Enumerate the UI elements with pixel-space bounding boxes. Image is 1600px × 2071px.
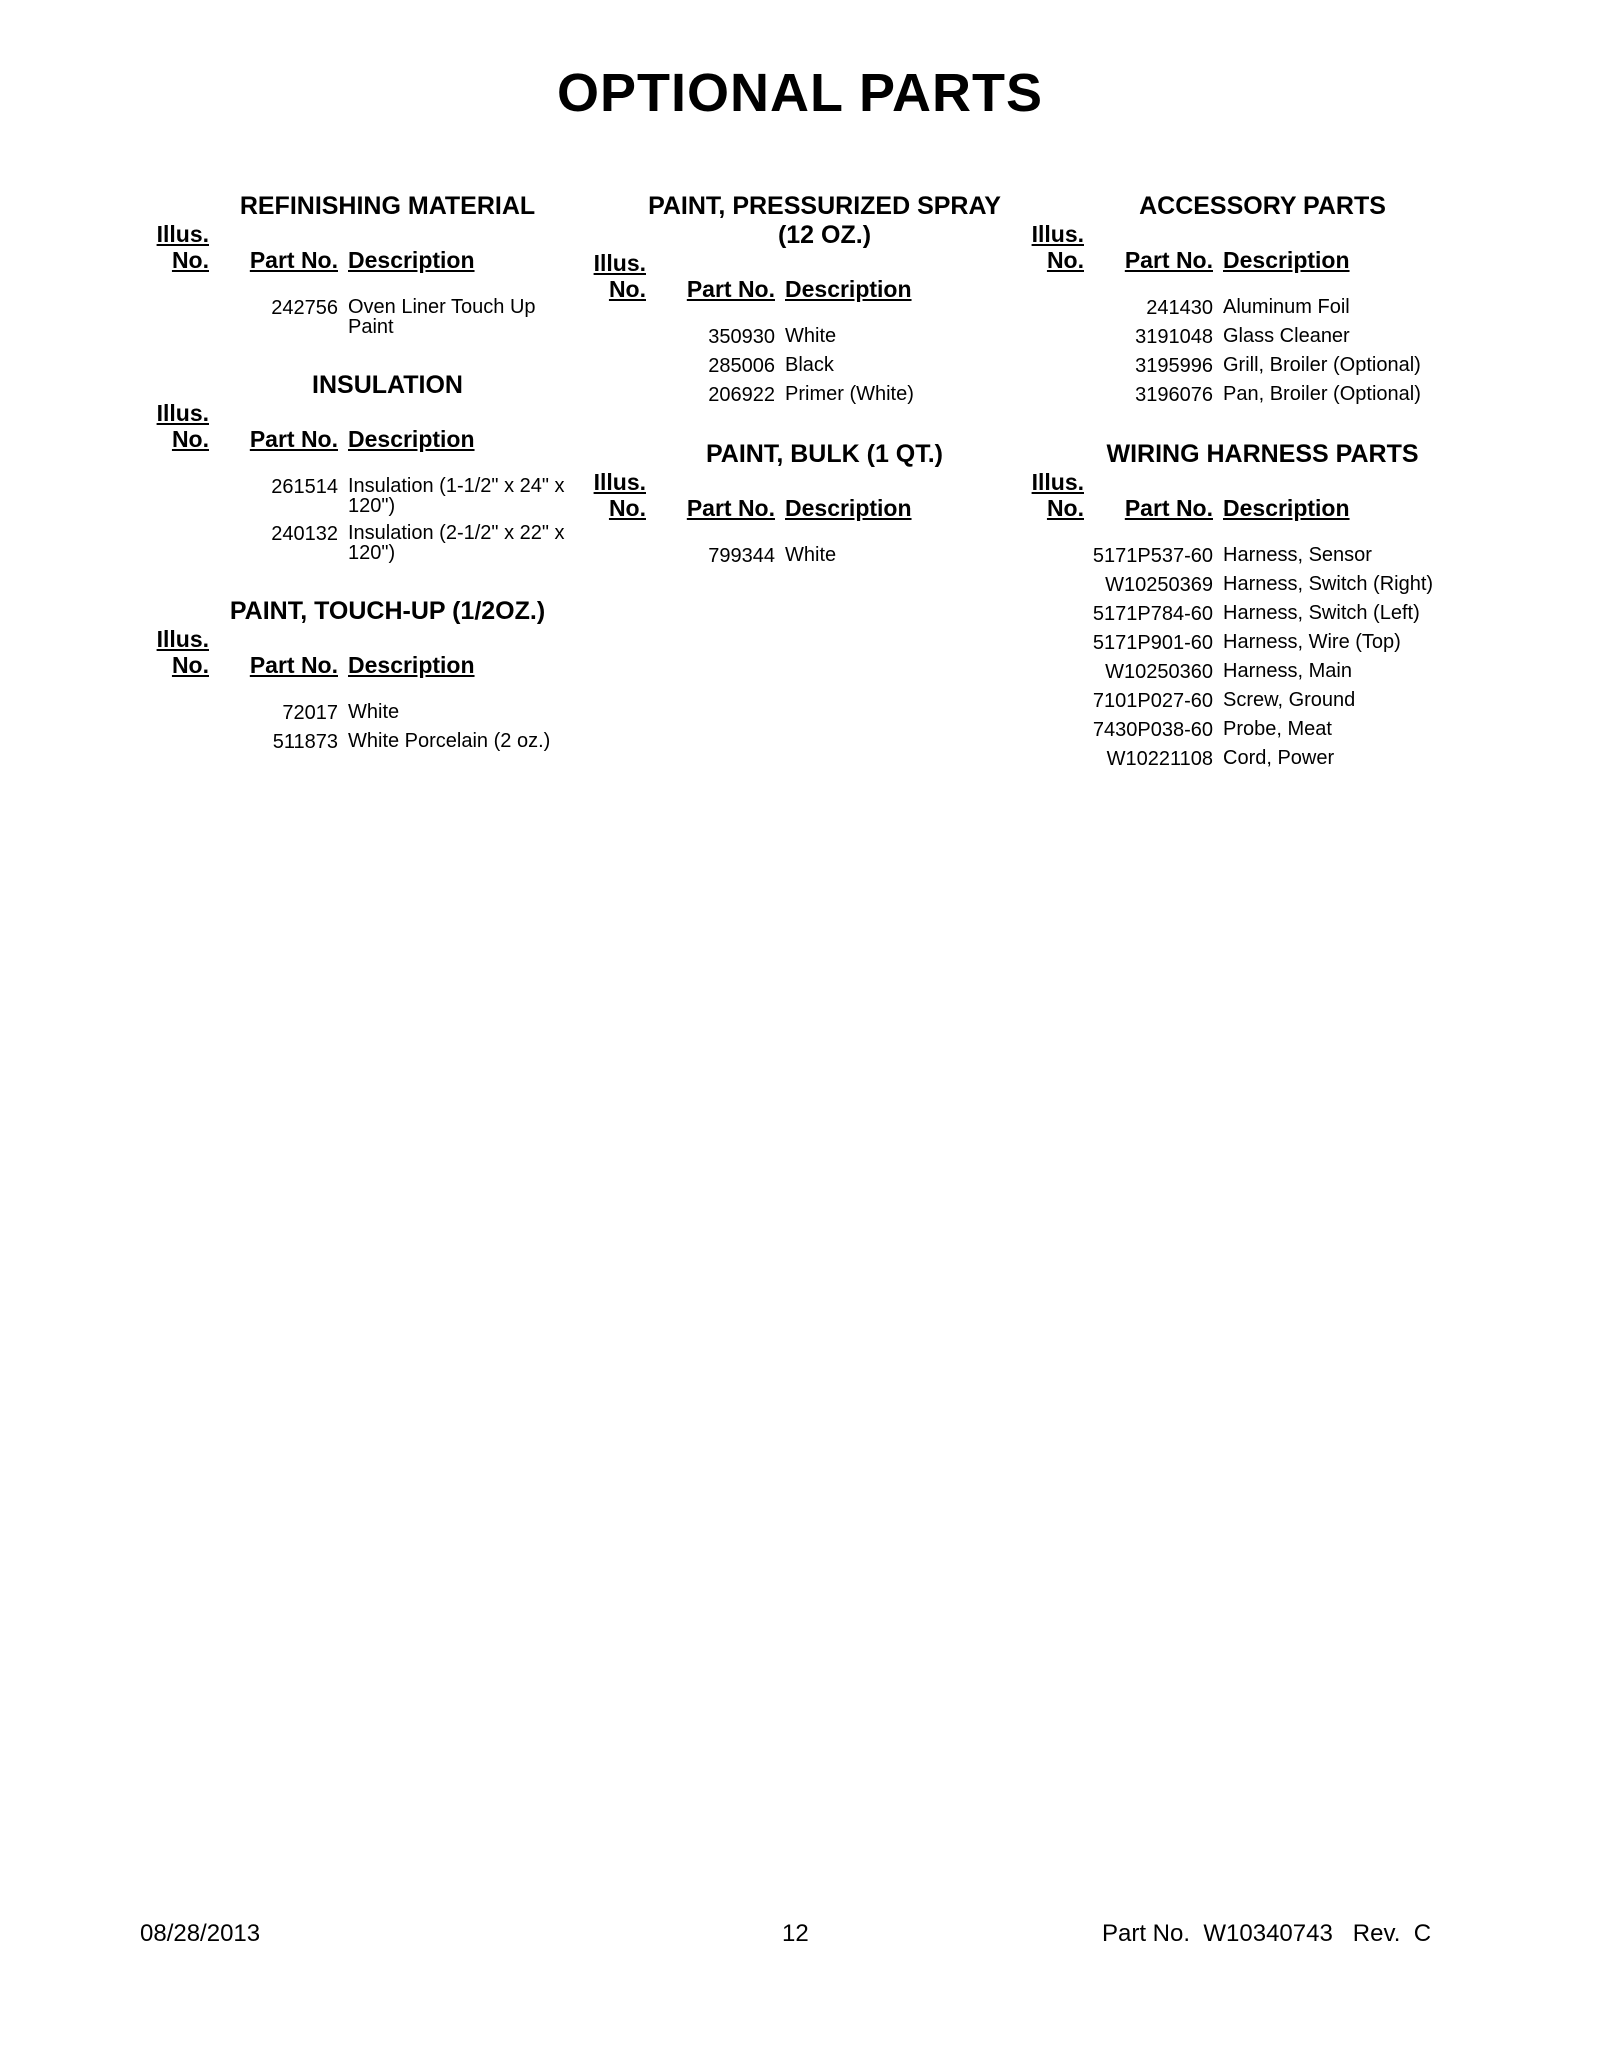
column-right <box>1030 192 1455 804</box>
part-no-header: Part No. <box>1124 495 1213 521</box>
parts-section <box>1030 440 1455 770</box>
parts-section <box>155 371 580 563</box>
footer-date: 08/28/2013 <box>140 1920 261 1947</box>
parts-row <box>592 384 1017 406</box>
part-number: 5171P901-60 <box>1092 632 1213 654</box>
part-no-header: Part No. <box>686 276 775 302</box>
parts-row <box>155 297 580 337</box>
part-number: 3191048 <box>1135 326 1213 348</box>
part-number: 350930 <box>708 326 775 348</box>
section-title: PAINT, BULK (1 QT.) <box>705 440 944 468</box>
column-left <box>155 192 580 787</box>
column-header <box>1030 469 1455 531</box>
parts-row <box>1030 719 1455 741</box>
illus-no-header <box>592 250 646 302</box>
part-number: 72017 <box>282 702 338 724</box>
illus-label: Illus. <box>156 400 209 426</box>
column-header <box>592 250 1017 312</box>
part-description: Harness, Switch (Right) <box>1223 573 1434 595</box>
parts-list <box>1030 283 1455 406</box>
part-number: 5171P784-60 <box>1092 603 1213 625</box>
parts-row <box>1030 545 1455 567</box>
parts-section <box>1030 192 1455 406</box>
parts-row <box>592 326 1017 348</box>
parts-list <box>592 312 1017 406</box>
no-label: No. <box>608 276 646 302</box>
section-title: INSULATION <box>312 371 463 399</box>
part-no-header: Part No. <box>249 426 338 452</box>
description-header: Description <box>348 652 475 678</box>
part-description: White <box>348 701 400 723</box>
parts-row <box>592 355 1017 377</box>
parts-row <box>1030 297 1455 319</box>
description-header: Description <box>1223 495 1350 521</box>
description-header: Description <box>1223 247 1350 273</box>
parts-section <box>155 192 580 337</box>
no-label: No. <box>171 426 209 452</box>
part-description: Aluminum Foil <box>1223 296 1350 318</box>
part-number: 5171P537-60 <box>1092 545 1213 567</box>
part-description: Black <box>785 354 834 376</box>
illus-no-header <box>155 400 209 452</box>
part-description: Harness, Wire (Top) <box>1223 631 1401 653</box>
parts-row <box>1030 574 1455 596</box>
part-description: Probe, Meat <box>1223 718 1332 740</box>
description-header: Description <box>785 276 912 302</box>
section-title: PAINT, TOUCH-UP (1/2OZ.) <box>229 597 546 625</box>
part-number: 799344 <box>708 545 775 567</box>
column-header <box>155 400 580 462</box>
part-description: Insulation (1-1/2" x 24" x 120") <box>348 475 565 517</box>
part-number: W10250369 <box>1105 574 1213 596</box>
illus-no-header <box>592 469 646 521</box>
parts-row <box>592 545 1017 567</box>
part-no-header: Part No. <box>686 495 775 521</box>
parts-list <box>592 531 1017 567</box>
part-description: Harness, Switch (Left) <box>1223 602 1420 624</box>
parts-row <box>1030 384 1455 406</box>
column-header <box>155 626 580 688</box>
illus-label: Illus. <box>1031 221 1084 247</box>
parts-list <box>155 462 580 563</box>
part-number: 3196076 <box>1135 384 1213 406</box>
part-description: Harness, Main <box>1223 660 1352 682</box>
part-description: White <box>785 325 837 347</box>
no-label: No. <box>1046 247 1084 273</box>
column-header <box>592 469 1017 531</box>
column-middle <box>592 192 1017 601</box>
part-no-header: Part No. <box>1124 247 1213 273</box>
illus-no-header <box>1030 469 1084 521</box>
illus-label: Illus. <box>593 469 646 495</box>
illus-label: Illus. <box>156 221 209 247</box>
part-number: 511873 <box>272 731 338 753</box>
no-label: No. <box>608 495 646 521</box>
parts-row <box>155 731 580 753</box>
parts-row <box>155 523 580 563</box>
part-number: 261514 <box>271 476 338 498</box>
parts-list <box>1030 531 1455 770</box>
part-description: White Porcelain (2 oz.) <box>348 730 551 752</box>
parts-section <box>592 192 1017 406</box>
parts-row <box>1030 632 1455 654</box>
description-header: Description <box>348 426 475 452</box>
page-title: OPTIONAL PARTS <box>556 63 1044 123</box>
part-no-header: Part No. <box>249 247 338 273</box>
part-number: 7430P038-60 <box>1092 719 1213 741</box>
part-number: 241430 <box>1146 297 1213 319</box>
part-description: Primer (White) <box>785 383 914 405</box>
illus-no-header <box>155 626 209 678</box>
column-header <box>1030 221 1455 283</box>
parts-row <box>1030 661 1455 683</box>
part-description: Oven Liner Touch Up Paint <box>348 296 536 338</box>
no-label: No. <box>1046 495 1084 521</box>
part-description: Pan, Broiler (Optional) <box>1223 383 1421 405</box>
description-header: Description <box>785 495 912 521</box>
illus-no-header <box>1030 221 1084 273</box>
parts-row <box>1030 603 1455 625</box>
part-description: Cord, Power <box>1223 747 1335 769</box>
part-description: Harness, Sensor <box>1223 544 1372 566</box>
part-number: W10250360 <box>1105 661 1213 683</box>
parts-section <box>592 440 1017 567</box>
part-description: Glass Cleaner <box>1223 325 1350 347</box>
parts-row <box>1030 355 1455 377</box>
part-number: W10221108 <box>1106 748 1213 770</box>
description-header: Description <box>348 247 475 273</box>
parts-row <box>155 702 580 724</box>
part-number: 285006 <box>708 355 775 377</box>
part-no-header: Part No. <box>249 652 338 678</box>
section-title: PAINT, PRESSURIZED SPRAY (12 OZ.) <box>648 192 1001 249</box>
section-title: REFINISHING MATERIAL <box>239 192 536 220</box>
parts-row <box>1030 690 1455 712</box>
part-description: Insulation (2-1/2" x 22" x 120") <box>348 522 565 564</box>
no-label: No. <box>171 247 209 273</box>
footer-page-number: 12 <box>782 1920 809 1947</box>
part-description: Screw, Ground <box>1223 689 1356 711</box>
parts-list <box>155 283 580 337</box>
section-title: ACCESSORY PARTS <box>1139 192 1386 220</box>
part-description: White <box>785 544 837 566</box>
parts-row <box>1030 748 1455 770</box>
parts-list <box>155 688 580 753</box>
part-number: 3195996 <box>1135 355 1213 377</box>
part-number: 7101P027-60 <box>1092 690 1213 712</box>
part-description: Grill, Broiler (Optional) <box>1223 354 1421 376</box>
part-number: 242756 <box>271 297 338 319</box>
column-header <box>155 221 580 283</box>
parts-section <box>155 597 580 753</box>
illus-label: Illus. <box>156 626 209 652</box>
illus-label: Illus. <box>593 250 646 276</box>
illus-no-header <box>155 221 209 273</box>
illus-label: Illus. <box>1031 469 1084 495</box>
footer-document-part-number: Part No. W10340743 Rev. C <box>1102 1920 1432 1947</box>
part-number: 240132 <box>271 523 338 545</box>
parts-row <box>155 476 580 516</box>
section-title: WIRING HARNESS PARTS <box>1106 440 1419 468</box>
part-number: 206922 <box>708 384 775 406</box>
no-label: No. <box>171 652 209 678</box>
parts-row <box>1030 326 1455 348</box>
